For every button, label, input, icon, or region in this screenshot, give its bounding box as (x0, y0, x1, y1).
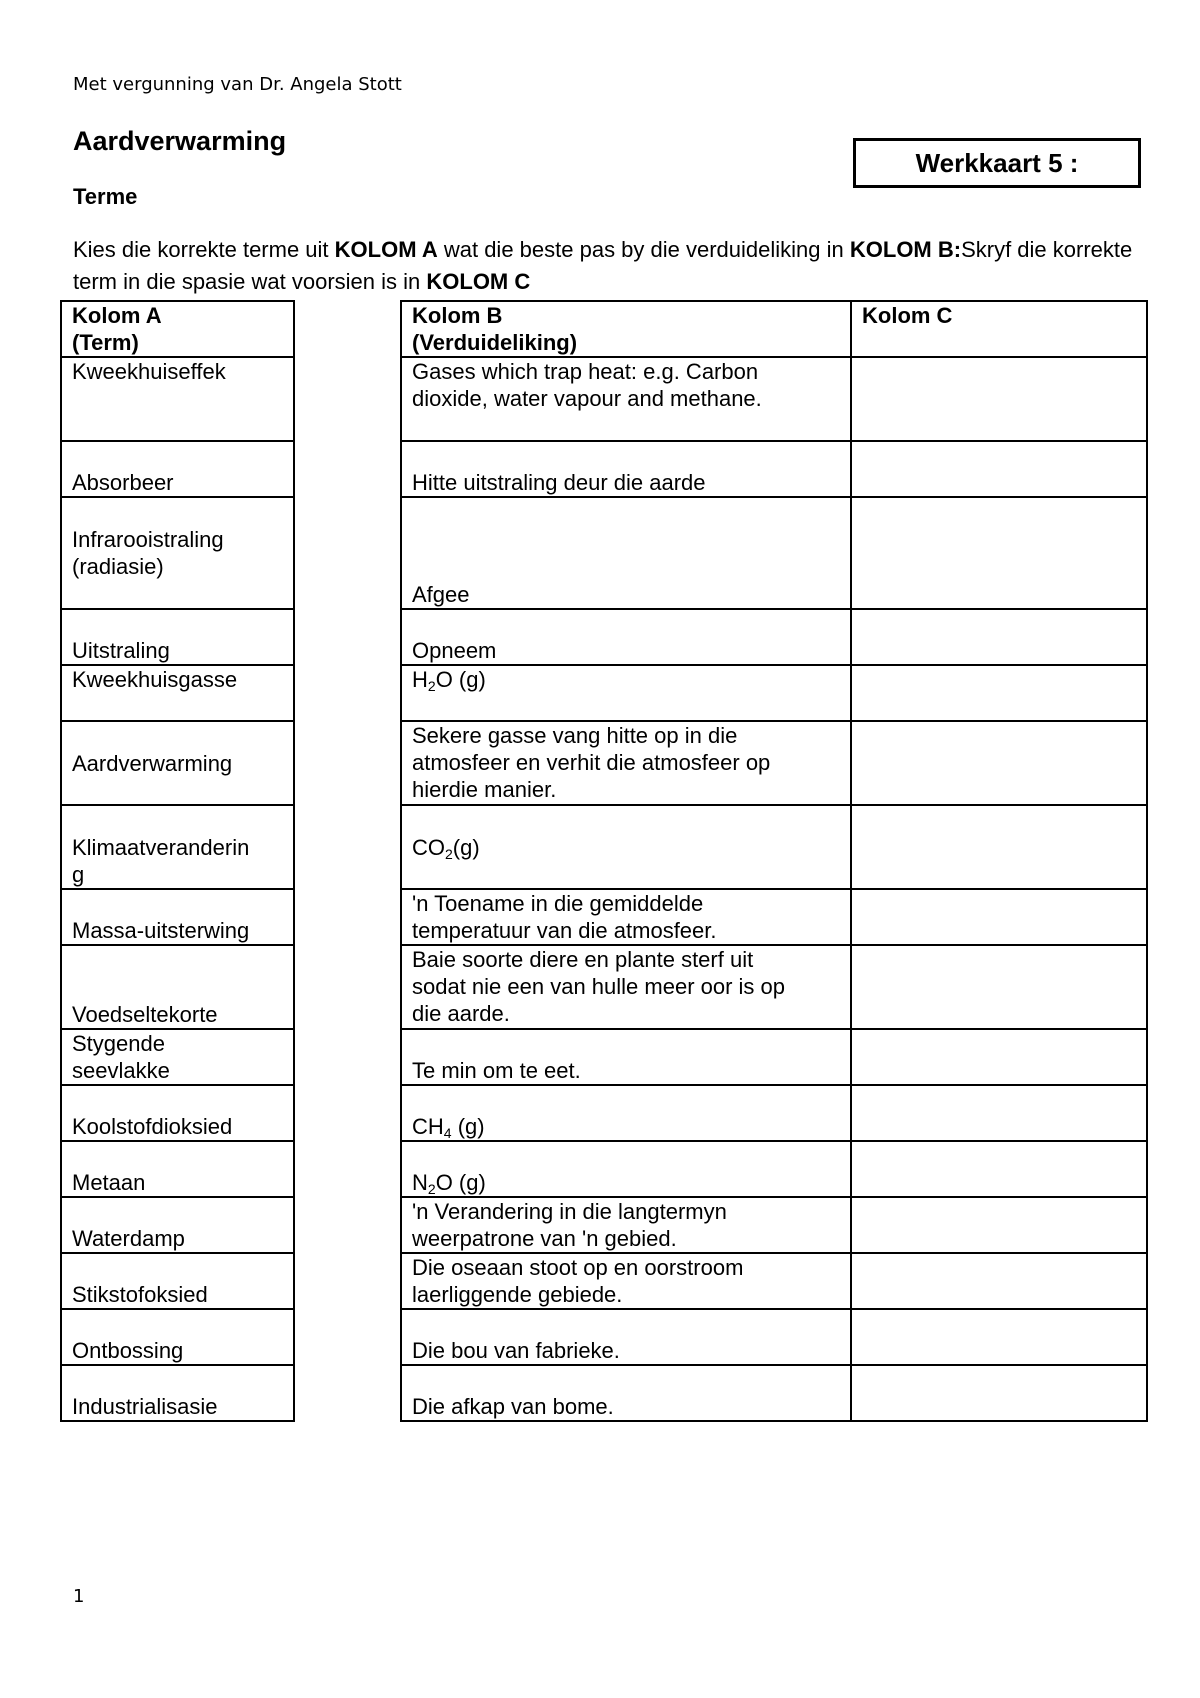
explanation-row (401, 609, 1147, 665)
worksheet-label-box (853, 138, 1141, 188)
column-b-header-subtitle: (Verduideliking) (412, 330, 578, 355)
explanation-row (401, 945, 1147, 1029)
cell-text: Klimaatveranderin (72, 835, 250, 860)
term-row (61, 357, 294, 441)
answer-cell[interactable] (851, 357, 1147, 441)
cell-text: Die bou van fabrieke. (412, 1338, 620, 1363)
cell-text: Te min om te eet. (412, 1058, 581, 1083)
term-row (61, 1085, 294, 1141)
explanation-row (401, 665, 1147, 721)
explanation-cell (401, 1029, 851, 1085)
answer-cell[interactable] (851, 665, 1147, 721)
formula-text: CO (412, 834, 445, 860)
term-cell (61, 1309, 294, 1365)
worksheet-label: Werkkaart 5 : (915, 147, 1079, 178)
explanation-row (401, 1365, 1147, 1421)
term-row (61, 1141, 294, 1197)
formula-text: (g) (452, 834, 480, 860)
term-cell (61, 497, 294, 609)
cell-text: Hitte uitstraling deur die aarde (412, 470, 706, 495)
formula-subscript: 2 (445, 845, 453, 862)
cell-text: hierdie manier. (412, 777, 557, 802)
explanation-row (401, 721, 1147, 805)
term-cell (61, 441, 294, 497)
cell-text: Baie soorte diere en plante sterf uit (412, 947, 754, 972)
explanation-row (401, 1253, 1147, 1309)
column-c-header (851, 301, 1147, 357)
cell-text: Uitstraling (72, 638, 170, 663)
term-row (61, 945, 294, 1029)
page-number: 1 (73, 1586, 85, 1607)
cell-text: Kweekhuiseffek (72, 359, 226, 384)
explanation-row (401, 497, 1147, 609)
instruction-part: Kies die korrekte terme uit (73, 237, 335, 262)
cell-text: Ontbossing (72, 1338, 184, 1363)
column-c-header-title: Kolom C (862, 303, 953, 328)
instruction-text (73, 234, 1133, 298)
explanation-row (401, 1029, 1147, 1085)
column-a-header-subtitle: (Term) (72, 330, 139, 355)
explanation-cell (401, 889, 851, 945)
cell-text: Stikstofoksied (72, 1282, 208, 1307)
term-row (61, 1309, 294, 1365)
term-row (61, 1197, 294, 1253)
cell-text: Koolstofdioksied (72, 1114, 233, 1139)
cell-text: Infrarooistraling (72, 527, 224, 552)
explanation-row (401, 889, 1147, 945)
cell-text: die aarde. (412, 1001, 510, 1026)
cell-text: Die oseaan stoot op en oorstroom (412, 1255, 744, 1280)
formula-text: (g) (451, 1114, 485, 1139)
explanation-row (401, 1309, 1147, 1365)
answer-cell[interactable] (851, 1085, 1147, 1141)
instruction-part: Skryf die korrekte term in die spasie wat voorsien is in (73, 237, 1133, 294)
explanation-cell (401, 1141, 851, 1197)
cell-text: Die afkap van bome. (412, 1394, 614, 1419)
answer-cell[interactable] (851, 1197, 1147, 1253)
cell-text: dioxide, water vapour and methane. (412, 386, 762, 411)
term-row (61, 1029, 294, 1085)
formula-text: H (412, 667, 428, 692)
term-cell (61, 1365, 294, 1421)
term-cell (61, 1141, 294, 1197)
column-a-header (61, 301, 294, 357)
explanation-cell (401, 1085, 851, 1141)
answer-cell[interactable] (851, 441, 1147, 497)
explanation-cell (401, 665, 851, 721)
cell-text: sodat nie een van hulle meer oor is op (412, 974, 786, 999)
answer-cell[interactable] (851, 1309, 1147, 1365)
term-cell (61, 1197, 294, 1253)
cell-text: Afgee (412, 582, 470, 607)
column-b-header (401, 301, 851, 357)
term-cell (61, 889, 294, 945)
term-cell (61, 609, 294, 665)
term-cell (61, 1085, 294, 1141)
answer-cell[interactable] (851, 1253, 1147, 1309)
explanation-cell (401, 1197, 851, 1253)
formula-text: N (412, 1170, 428, 1195)
formula-subscript: 2 (427, 1181, 436, 1197)
explanation-cell (401, 497, 851, 609)
instruction-bold: KOLOM B: (849, 237, 962, 262)
answer-cell[interactable] (851, 721, 1147, 805)
page-title: Aardverwarming (73, 126, 287, 156)
explanation-row (401, 441, 1147, 497)
explanation-row (401, 1085, 1147, 1141)
answer-cell[interactable] (851, 497, 1147, 609)
term-row (61, 1253, 294, 1309)
section-subtitle: Terme (73, 184, 138, 209)
column-b-header-title: Kolom B (412, 303, 503, 328)
answer-cell[interactable] (851, 945, 1147, 1029)
permission-header: Met vergunning van Dr. Angela Stott (73, 74, 402, 95)
explanation-cell (401, 721, 851, 805)
formula-text: O (g) (435, 667, 486, 692)
term-row (61, 609, 294, 665)
formula-subscript: 4 (443, 1125, 452, 1141)
cell-text: Gases which trap heat: e.g. Carbon (412, 359, 759, 384)
answer-cell[interactable] (851, 1365, 1147, 1421)
term-cell (61, 721, 294, 805)
instruction-part: wat die beste pas by die verduideliking in (437, 237, 850, 262)
formula-text: O (g) (435, 1170, 486, 1195)
cell-text: Opneem (412, 638, 497, 663)
column-a-header-title: Kolom A (72, 303, 162, 328)
answer-cell[interactable] (851, 1029, 1147, 1085)
explanation-row (401, 805, 1147, 889)
term-row (61, 805, 294, 889)
explanation-cell (401, 1309, 851, 1365)
answer-cell[interactable] (851, 609, 1147, 665)
cell-text: weerpatrone van 'n gebied. (412, 1226, 677, 1251)
term-cell (61, 1029, 294, 1085)
explanation-cell (401, 609, 851, 665)
explanation-cell (401, 441, 851, 497)
cell-text: Sekere gasse vang hitte op in die (412, 723, 738, 748)
term-cell (61, 805, 294, 889)
cell-text: 'n Verandering in die langtermyn (412, 1199, 727, 1224)
cell-text: Industrialisasie (72, 1394, 218, 1419)
term-row (61, 1365, 294, 1421)
cell-text: laerliggende gebiede. (412, 1282, 623, 1307)
explanation-row (401, 357, 1147, 441)
explanation-cell (401, 805, 851, 889)
cell-text: 'n Toename in die gemiddelde (412, 891, 704, 916)
column-bc-table (400, 300, 1148, 1422)
term-cell (61, 357, 294, 441)
cell-text: Voedseltekorte (72, 1002, 218, 1027)
instruction-bold: KOLOM C (426, 269, 531, 294)
term-cell (61, 665, 294, 721)
cell-text: (radiasie) (72, 554, 164, 579)
term-row (61, 497, 294, 609)
term-cell (61, 945, 294, 1029)
term-row (61, 665, 294, 721)
cell-text: g (72, 862, 85, 887)
cell-text: Absorbeer (72, 470, 174, 495)
explanation-cell (401, 945, 851, 1029)
explanation-cell (401, 357, 851, 441)
term-row (61, 889, 294, 945)
explanation-row (401, 1197, 1147, 1253)
formula-subscript: 2 (427, 678, 436, 694)
term-row (61, 721, 294, 805)
answer-cell[interactable] (851, 1141, 1147, 1197)
formula-text: CH (412, 1114, 444, 1139)
answer-cell[interactable] (851, 805, 1147, 889)
cell-text: Stygende (72, 1031, 165, 1056)
cell-text: temperatuur van die atmosfeer. (412, 918, 717, 943)
column-a-table (60, 300, 295, 1422)
cell-text: atmosfeer en verhit die atmosfeer op (412, 750, 771, 775)
explanation-cell (401, 1253, 851, 1309)
explanation-cell (401, 1365, 851, 1421)
cell-text: seevlakke (72, 1058, 170, 1083)
term-row (61, 441, 294, 497)
cell-text: Massa-uitsterwing (72, 918, 250, 943)
term-cell (61, 1253, 294, 1309)
cell-text: Metaan (72, 1170, 146, 1195)
answer-cell[interactable] (851, 889, 1147, 945)
cell-text: Waterdamp (72, 1226, 185, 1251)
instruction-bold: KOLOM A (334, 237, 438, 262)
explanation-row (401, 1141, 1147, 1197)
cell-text: Aardverwarming (72, 750, 233, 776)
cell-text: Kweekhuisgasse (72, 667, 238, 692)
